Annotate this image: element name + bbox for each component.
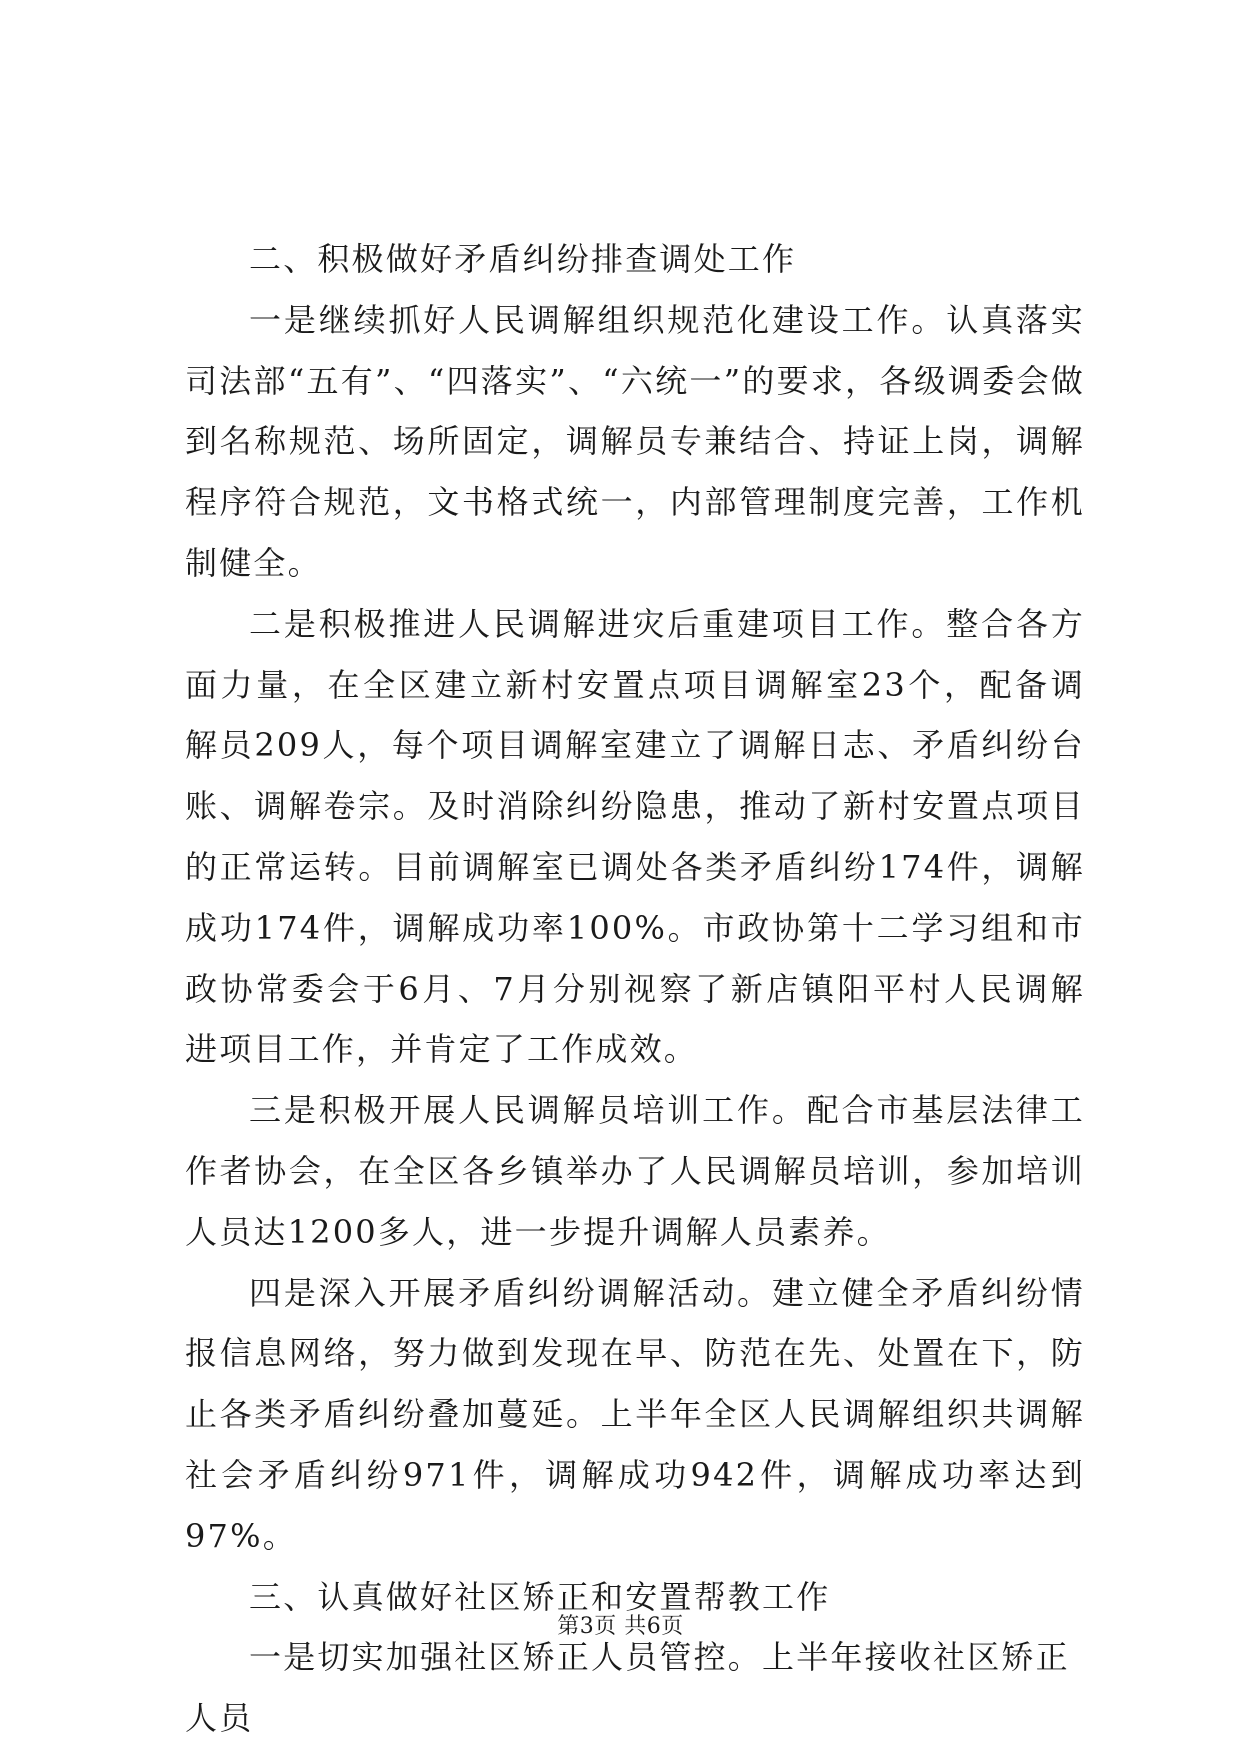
paragraph-community-correction: 一是切实加强社区矫正人员管控。上半年接收社区矫正人员	[185, 1638, 1070, 1738]
page-footer: 第3页 共6页	[557, 1614, 684, 1639]
document-body	[185, 229, 1085, 1749]
section-heading-3: 三、认真做好社区矫正和安置帮教工作	[249, 1577, 831, 1616]
paragraph-post-disaster-projects: 二是积极推进人民调解进灾后重建项目工作。整合各方面力量，在全区建立新村安置点项目调解室23个，配备调解员209人，每个项目调解室建立了调解日志、矛盾纠纷台账、调解卷宗。及时消除纠纷隐患，推动了新村安置点项目的正常运转。目前调解室已调处各类矛盾纠纷174件，调解成功174件，调解成功率100%。市政协第十二学习组和市政协常委会于6月、7月分别视察了新店镇阳平村人民调解进项目工作，并肯定了工作成效。	[185, 604, 1085, 1069]
section-heading-2: 二、积极做好矛盾纠纷排查调处工作	[249, 240, 797, 278]
paragraph-mediation-standardization: 一是继续抓好人民调解组织规范化建设工作。认真落实司法部“五有”、“四落实”、“六统一”的要求，各级调委会做到名称规范、场所固定，调解员专兼结合、持证上岗，调解程序符合规范，文书格式统一，内部管理制度完善，工作机制健全。	[185, 300, 1085, 582]
paragraph-dispute-mediation: 四是深入开展矛盾纠纷调解活动。建立健全矛盾纠纷情报信息网络，努力做到发现在早、防范在先、处置在下，防止各类矛盾纠纷叠加蔓延。上半年全区人民调解组织共调解社会矛盾纠纷971件，调解成功942件，调解成功率达到97%。	[185, 1273, 1085, 1555]
paragraph-mediator-training: 三是积极开展人民调解员培训工作。配合市基层法律工作者协会，在全区各乡镇举办了人民调解员培训，参加培训人员达1200多人，进一步提升调解人员素养。	[185, 1091, 1085, 1251]
